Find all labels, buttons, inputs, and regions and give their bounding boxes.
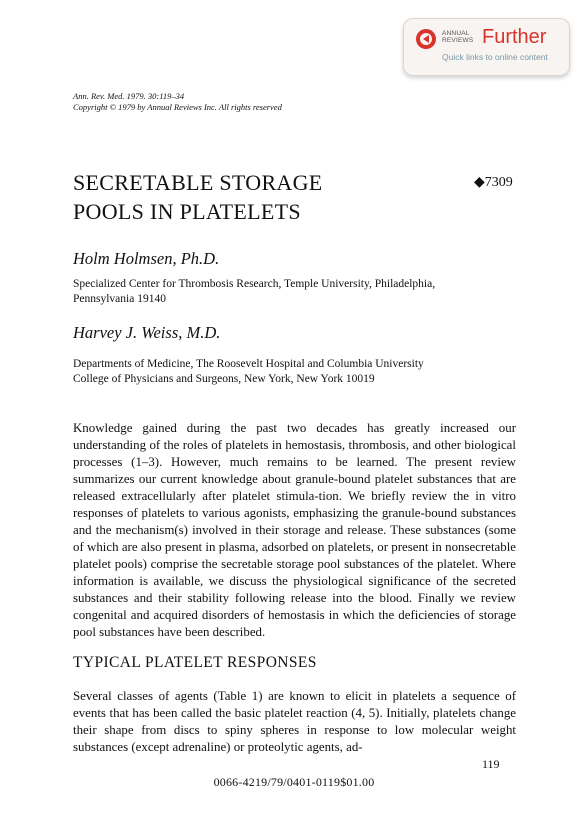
journal-citation-block — [73, 91, 282, 113]
further-links-badge[interactable] — [403, 18, 570, 76]
journal-citation: Ann. Rev. Med. 1979. 30:119–34 — [73, 91, 185, 101]
article-title-line1: SECRETABLE STORAGE — [73, 170, 323, 195]
badge-quick-links-text[interactable]: Quick links to online content — [442, 52, 548, 62]
badge-annual-label: ANNUAL — [442, 30, 470, 37]
abstract-paragraph: Knowledge gained during the past two decades has greatly increased our understanding of the roles of platelets in hemostasis, thrombosis, and other biological processes (1–3). However, much remains to be learned. The present review summarizes our current knowledge about granule-bound platelet substances that are released extracellularly after platelet stimula-tion. We briefly review the in vitro responses of platelets to various agonists, emphasizing the granule-bound substances and the mechanism(s) involved in their storage and release. These substances (some of which are also present in plasma, adsorbed on platelets, or present in nonsecretable platelet pools) comprise the secretable storage pool substances of the platelet. Where information is available, we discuss the physiological significance of the secreted substances and their stability following release into the blood. Finally we review congenital and acquired disorders of hemostasis in which the deficiencies of storage pool substances have been described. — [73, 421, 516, 639]
affiliation-line: Pennsylvania 19140 — [73, 293, 166, 305]
article-title-line2: POOLS IN PLATELETS — [73, 199, 301, 224]
affiliation-line: College of Physicians and Surgeons, New York, New York 10019 — [73, 373, 375, 385]
badge-reviews-label: REVIEWS — [442, 37, 474, 44]
footer-code: 0066-4219/79/0401-0119$01.00 — [213, 775, 375, 789]
article-title — [73, 168, 393, 226]
author-name-1: Holm Holmsen, Ph.D. — [73, 249, 220, 268]
section-paragraph: Several classes of agents (Table 1) are known to elicit in platelets a sequence of events that has been called the basic platelet reaction (4, 5). Initially, platelets change their shape from discs to spiny spheres in response to low molecular weight substances (except adrenaline) or proteolytic agents, ad- — [73, 689, 516, 754]
author-affiliation-2 — [73, 357, 518, 387]
section-heading: TYPICAL PLATELET RESPONSES — [73, 654, 317, 671]
affiliation-line: Specialized Center for Thrombosis Research, Temple University, Philadelphia, — [73, 278, 436, 290]
badge-further-label[interactable]: Further — [482, 26, 547, 48]
annual-reviews-logo-icon — [416, 29, 436, 49]
article-code: ◆7309 — [474, 175, 513, 190]
author-affiliation-1 — [73, 277, 518, 307]
copyright-notice: Copyright © 1979 by Annual Reviews Inc. All rights reserved — [73, 102, 282, 112]
affiliation-line: Departments of Medicine, The Roosevelt Hospital and Columbia University — [73, 358, 424, 370]
page-number: 119 — [482, 757, 500, 771]
author-name-2: Harvey J. Weiss, M.D. — [73, 323, 221, 342]
